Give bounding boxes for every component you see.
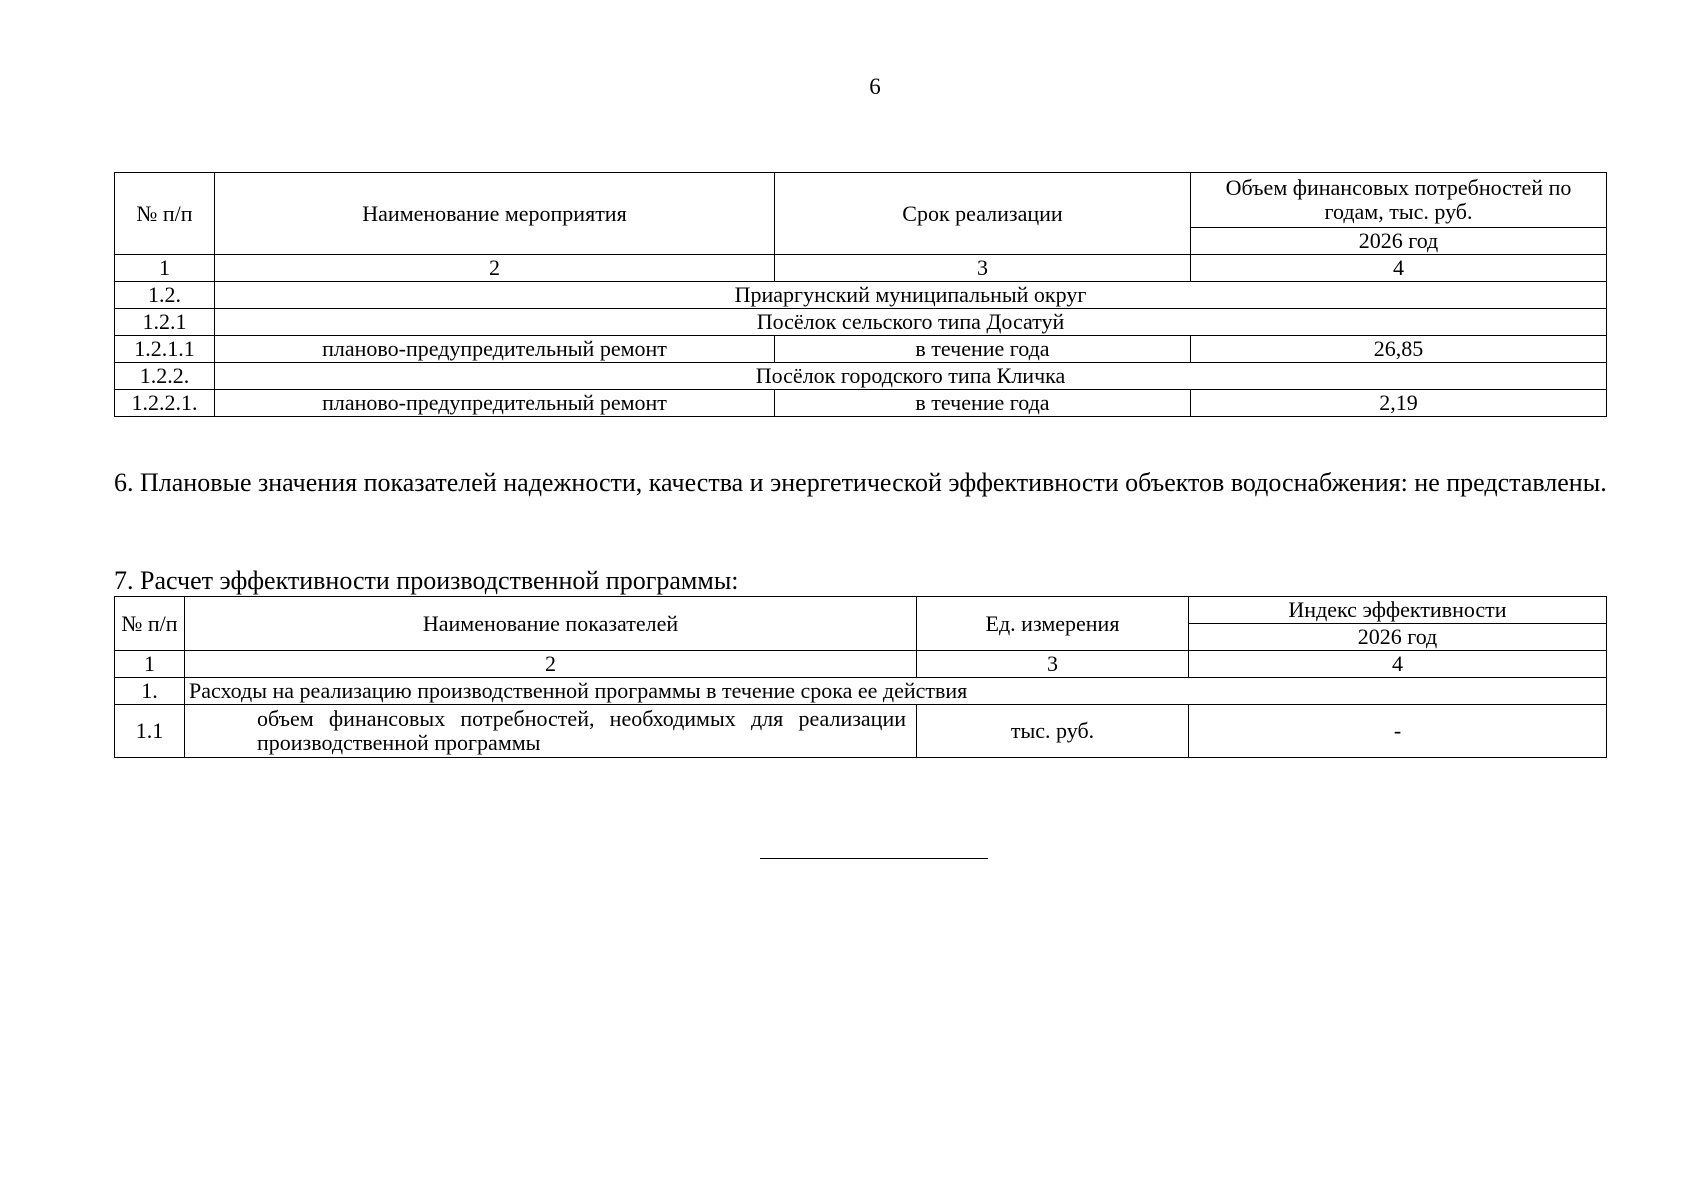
header-unit: Ед. измерения — [917, 597, 1189, 651]
row-period: в течение года — [775, 336, 1191, 363]
column-number-row — [115, 651, 1607, 678]
header-num: № п/п — [115, 597, 185, 651]
col-number: 4 — [1189, 651, 1607, 678]
row-num: 1.1 — [115, 705, 185, 758]
col-number: 3 — [917, 651, 1189, 678]
col-number: 1 — [115, 255, 215, 282]
col-number: 3 — [775, 255, 1191, 282]
header-period: Срок реализации — [775, 173, 1191, 255]
table-header-row — [115, 597, 1607, 624]
row-section-title: Расходы на реализацию производственной программы в течение срока ее действия — [185, 678, 1607, 705]
section-7-title: 7. Расчет эффективности производственной программы: — [114, 566, 739, 595]
section-6-paragraph: 6. Плановые значения показателей надежности, качества и энергетической эффективности объектов водоснабжения: не представлены. — [114, 468, 1607, 497]
table-row — [115, 678, 1607, 705]
finance-needs-table — [114, 172, 1607, 417]
row-num: 1.2.1 — [115, 309, 215, 336]
header-year: 2026 год — [1191, 228, 1607, 255]
table-row — [115, 390, 1607, 417]
col-number: 2 — [215, 255, 775, 282]
row-section-title: Посёлок городского типа Кличка — [215, 363, 1607, 390]
table-row — [115, 309, 1607, 336]
header-finance: Объем финансовых потребностей по годам, тыс. руб. — [1191, 173, 1607, 228]
column-number-row — [115, 255, 1607, 282]
header-num: № п/п — [115, 173, 215, 255]
table-row — [115, 705, 1607, 758]
row-section-title: Приаргунский муниципальный округ — [215, 282, 1607, 309]
row-num: 1.2. — [115, 282, 215, 309]
row-num: 1. — [115, 678, 185, 705]
col-number: 2 — [185, 651, 917, 678]
table-row — [115, 363, 1607, 390]
row-num: 1.2.1.1 — [115, 336, 215, 363]
row-num: 1.2.2.1. — [115, 390, 215, 417]
table-row — [115, 336, 1607, 363]
row-section-title: Посёлок сельского типа Досатуй — [215, 309, 1607, 336]
row-name: планово-предупредительный ремонт — [215, 336, 775, 363]
header-name: Наименование показателей — [185, 597, 917, 651]
row-name: планово-предупредительный ремонт — [215, 390, 775, 417]
row-name: объем финансовых потребностей, необходимых для реализации производственной программы — [185, 705, 917, 758]
row-value: 26,85 — [1191, 336, 1607, 363]
header-index: Индекс эффективности — [1189, 597, 1607, 624]
row-num: 1.2.2. — [115, 363, 215, 390]
header-name: Наименование мероприятия — [215, 173, 775, 255]
row-value: 2,19 — [1191, 390, 1607, 417]
table-header-row — [115, 173, 1607, 228]
row-value: - — [1189, 705, 1607, 758]
col-number: 4 — [1191, 255, 1607, 282]
table-row — [115, 282, 1607, 309]
col-number: 1 — [115, 651, 185, 678]
row-period: в течение года — [775, 390, 1191, 417]
end-rule-divider — [760, 858, 988, 859]
page-number: 6 — [869, 74, 881, 99]
row-unit: тыс. руб. — [917, 705, 1189, 758]
header-year: 2026 год — [1189, 624, 1607, 651]
efficiency-table — [114, 596, 1607, 758]
